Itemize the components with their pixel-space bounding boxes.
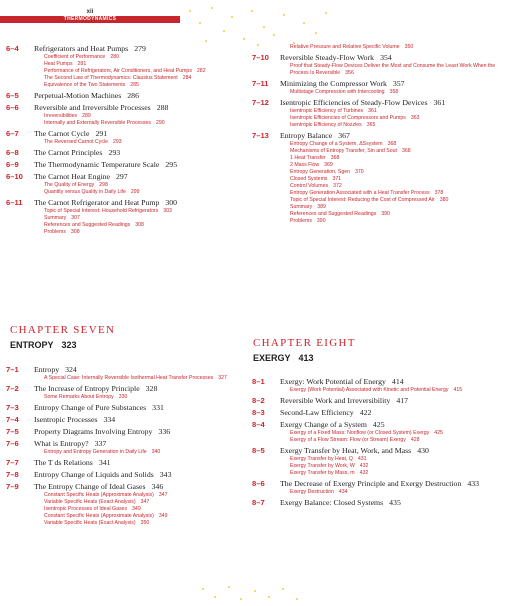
page-ref: 390 <box>381 211 390 217</box>
section-number: 6–7 <box>6 129 19 138</box>
subsection-title: References and Suggested Readings <box>44 222 131 228</box>
page-ref: 328 <box>145 384 158 393</box>
page-ref: 295 <box>165 160 178 169</box>
subsection-title: Isentropic Processes of Ideal Gases <box>44 506 128 512</box>
toc-right-bottom <box>252 377 506 508</box>
section-number: 7–13 <box>252 131 269 140</box>
section-title: Minimizing the Compressor Work <box>280 79 387 88</box>
subsection-title: Exergy of a Flow Stream: Flow (or Stream) Exergy <box>290 437 406 443</box>
page-ref: 435 <box>389 498 401 507</box>
subsection-title: Irreversibilities <box>44 113 78 119</box>
page-ref: 341 <box>98 458 111 467</box>
page-ref: 368 <box>330 155 340 161</box>
toc-section-entry <box>252 498 506 508</box>
subsection-title: The Second Law of Thermodynamics: Clausius Statement <box>44 75 178 81</box>
subsection-title: Entropy Change of a System, ΔSsystem <box>290 141 383 147</box>
toc-section-entry <box>252 420 506 430</box>
toc-subsection-entry <box>252 169 506 176</box>
subsection-title: Performance of Refrigerators, Air Conditioners, and Heat Pumps <box>44 68 192 74</box>
subsection-title: Isentropic Efficiency of Turbines <box>290 108 364 114</box>
page-ref: 414 <box>391 377 404 386</box>
section-number: 6–10 <box>6 172 23 181</box>
page-ref: 434 <box>338 489 348 495</box>
subsection-title: Mechanisms of Entropy Transfer, Sin and Sout <box>290 148 397 154</box>
page-ref: 350 <box>404 44 414 50</box>
section-number: 7–7 <box>6 458 19 467</box>
toc-subsection-entry <box>252 44 506 51</box>
section-number: 7–12 <box>252 98 269 107</box>
page-ref: 361 <box>433 98 446 107</box>
section-number: 8–4 <box>252 420 265 429</box>
page-ref: 389 <box>317 204 326 210</box>
page-ref: 298 <box>99 182 108 188</box>
page-ref: 425 <box>372 420 385 429</box>
subsection-title: Equivalence of the Two Statements <box>44 82 126 88</box>
page-ref: 361 <box>368 108 377 114</box>
page-ref: 425 <box>434 430 443 436</box>
section-number: 6–11 <box>6 198 23 207</box>
toc-section-entry <box>6 439 246 449</box>
section-title: THERMODYNAMICS <box>63 16 117 22</box>
section-number: 6–8 <box>6 148 19 157</box>
page-ref: 303 <box>163 208 172 214</box>
chapter-title: ENTROPY 323 <box>10 340 77 350</box>
page-ref: 293 <box>113 139 122 145</box>
toc-section-entry <box>252 53 506 63</box>
page-ref: 358 <box>389 89 399 95</box>
page-ref: 417 <box>396 396 409 405</box>
toc-section-entry <box>252 479 506 489</box>
section-title: Refrigerators and Heat Pumps <box>34 44 129 53</box>
section-title: Entropy Balance <box>280 131 333 140</box>
toc-subsection-entry <box>6 139 246 146</box>
page-ref: 324 <box>65 365 77 374</box>
page-ref: 289 <box>82 113 91 119</box>
section-title: The Entropy Change of Ideal Gases <box>34 482 146 491</box>
subsection-title: Coefficient of Performance <box>44 54 106 60</box>
page-ref: 415 <box>453 387 463 393</box>
toc-section-entry <box>6 384 246 394</box>
toc-section-entry <box>252 131 506 141</box>
toc-section-entry <box>6 148 246 158</box>
section-title: Reversible and Irreversible Processes <box>34 103 151 112</box>
page-ref: 432 <box>359 463 369 469</box>
section-number: 7–2 <box>6 384 19 393</box>
page-ref: 422 <box>359 408 372 417</box>
page-ref: 371 <box>332 176 342 182</box>
toc-subsection-entry <box>6 506 246 513</box>
page-ref: 433 <box>467 479 480 488</box>
section-number: 7–1 <box>6 365 19 374</box>
toc-subsection-entry <box>6 120 246 127</box>
page-ref: 390 <box>316 218 326 224</box>
toc-subsection-entry <box>252 197 506 204</box>
toc-subsection-entry <box>6 68 246 75</box>
subsection-title: Control Volumes <box>290 183 329 189</box>
toc-section-entry <box>252 98 506 108</box>
toc-section-entry <box>252 408 506 418</box>
section-title: Exergy Balance: Closed Systems <box>280 498 384 507</box>
page-ref: 297 <box>116 172 128 181</box>
toc-section-entry <box>6 103 246 113</box>
page-ref: 363 <box>410 115 420 121</box>
toc-subsection-entry <box>6 208 246 215</box>
toc-subsection-entry <box>6 499 246 506</box>
toc-section-entry <box>6 91 246 101</box>
toc-subsection-entry <box>6 54 246 61</box>
chapter-seven-heading <box>10 324 260 350</box>
section-number: 7–5 <box>6 427 19 436</box>
chapter-label: CHAPTER EIGHT <box>253 337 356 349</box>
subsection-title: Exergy Transfer by Heat, Q <box>290 456 353 462</box>
subsection-title: The Reversed Carnot Cycle <box>44 139 109 145</box>
page-ref: 334 <box>103 415 116 424</box>
page-ref: 290 <box>155 120 165 126</box>
subsection-title: Exergy Destruction <box>290 489 334 495</box>
subsection-title: Proof that Steady-Flow Devices Deliver the Most and Consume the Least Work When the Process Is Reversible <box>290 63 496 76</box>
page-ref: 349 <box>158 513 168 519</box>
section-title: Isentropic Efficiencies of Steady-Flow Devices <box>280 98 428 107</box>
toc-section-entry <box>6 198 246 208</box>
page-ref: 336 <box>158 427 171 436</box>
page-ref: 349 <box>132 506 141 512</box>
section-title: What is Entropy? <box>34 439 89 448</box>
toc-subsection-entry <box>252 463 506 470</box>
section-number: 8–5 <box>252 446 265 455</box>
page-ref: 372 <box>333 183 342 189</box>
toc-subsection-entry <box>6 520 246 527</box>
toc-subsection-entry <box>252 204 506 211</box>
page-ref: 280 <box>110 54 119 60</box>
toc-subsection-entry <box>6 189 246 196</box>
page-ref: 288 <box>156 103 169 112</box>
toc-right-top <box>252 44 506 225</box>
toc-left-bottom <box>6 365 246 527</box>
toc-subsection-entry <box>252 148 506 155</box>
section-number: 8–6 <box>252 479 265 488</box>
toc-section-entry <box>6 427 246 437</box>
page-ref: 431 <box>357 456 367 462</box>
section-number: 7–11 <box>252 79 269 88</box>
subsection-title: Isentropic Efficiency of Nozzles <box>290 122 362 128</box>
section-number: 8–2 <box>252 396 265 405</box>
section-title: Exergy: Work Potential of Energy <box>280 377 386 386</box>
toc-subsection-entry <box>252 122 506 129</box>
toc-subsection-entry <box>252 141 506 148</box>
section-number: 7–6 <box>6 439 19 448</box>
subsection-title: Isentropic Efficiencies of Compressors and Pumps <box>290 115 406 121</box>
page-ref: 343 <box>159 470 172 479</box>
subsection-title: Problems <box>44 229 66 235</box>
subsection-title: References and Suggested Readings <box>290 211 377 217</box>
section-number: 6–9 <box>6 160 19 169</box>
page-ref: 380 <box>439 197 449 203</box>
section-title: Exergy Transfer by Heat, Work, and Mass <box>280 446 412 455</box>
toc-subsection-entry <box>6 222 246 229</box>
subsection-title: Quantity versus Quality in Daily Life <box>44 189 126 195</box>
subsection-title: Exergy of a Fixed Mass: Nonflow (or Closed System) Exergy <box>290 430 430 436</box>
subsection-title: Internally and Externally Reversible Processes <box>44 120 151 126</box>
toc-subsection-entry <box>252 155 506 162</box>
subsection-title: Exergy Transfer by Work, W <box>290 463 355 469</box>
page-ref: 347 <box>140 499 150 505</box>
decorative-dots-bottom <box>200 584 310 604</box>
toc-subsection-entry <box>252 430 506 437</box>
page-ref: 432 <box>359 470 369 476</box>
section-title: Second-Law Efficiency <box>280 408 354 417</box>
page-ref: 340 <box>151 449 161 455</box>
page-ref: 330 <box>118 394 128 400</box>
section-title: The Decrease of Exergy Principle and Exergy Destruction <box>280 479 462 488</box>
section-title: The Carnot Cycle <box>34 129 90 138</box>
toc-subsection-entry <box>252 89 506 96</box>
subsection-title: Relative Pressure and Relative Specific Volume <box>290 44 400 50</box>
toc-section-entry <box>6 470 246 480</box>
section-number: 7–10 <box>252 53 269 62</box>
section-title: Property Diagrams Involving Entropy <box>34 427 153 436</box>
subsection-title: Summary <box>44 215 67 221</box>
subsection-title: 2 Mass Flow <box>290 162 320 168</box>
page-ref: 308 <box>135 222 144 228</box>
chapter-label: CHAPTER SEVEN <box>10 324 116 336</box>
page-ref: 356 <box>345 70 354 76</box>
subsection-title: Variable Specific Heats (Exact Analysis) <box>44 520 136 526</box>
toc-left-top <box>6 44 246 236</box>
page-ref: 350 <box>140 520 150 526</box>
toc-subsection-entry <box>6 375 246 382</box>
toc-subsection-entry <box>252 387 506 394</box>
page-ref: 285 <box>130 82 139 88</box>
section-number: 7–9 <box>6 482 19 491</box>
subsection-title: Some Remarks About Entropy <box>44 394 114 400</box>
page-ref: 357 <box>392 79 405 88</box>
section-number: 7–3 <box>6 403 19 412</box>
subsection-title: Entropy Generation, Sgen <box>290 169 350 175</box>
section-title: Perpetual-Motion Machines <box>34 91 122 100</box>
toc-subsection-entry <box>6 215 246 222</box>
page-ref: 368 <box>387 141 397 147</box>
subsection-title: The Quality of Energy <box>44 182 95 188</box>
page-ref: 430 <box>417 446 429 455</box>
subsection-title: Exergy Transfer by Mass, m <box>290 470 355 476</box>
subsection-title: Constant Specific Heats (Approximate Analysis) <box>44 492 154 498</box>
toc-section-entry <box>6 415 246 425</box>
page-ref: 286 <box>127 91 139 100</box>
toc-subsection-entry <box>6 82 246 89</box>
chapter-title: EXERGY 413 <box>253 353 314 363</box>
section-title: The T ds Relations <box>34 458 93 467</box>
section-title: Isentropic Processes <box>34 415 98 424</box>
section-title: The Carnot Heat Engine <box>34 172 110 181</box>
header-band <box>0 16 180 23</box>
toc-subsection-entry <box>252 218 506 225</box>
decorative-dots-top <box>185 4 335 48</box>
toc-subsection-entry <box>252 162 506 169</box>
toc-subsection-entry <box>252 211 506 218</box>
section-number: 6–5 <box>6 91 19 100</box>
toc-section-entry <box>6 44 246 54</box>
page-ref: 369 <box>324 162 333 168</box>
subsection-title: Topic of Special Interest: Reducing the Cost of Compressed Air <box>290 197 435 203</box>
section-number: 6–6 <box>6 103 19 112</box>
page-ref: 282 <box>196 68 206 74</box>
subsection-title: Topic of Special Interest: Household Refrigerators <box>44 208 159 214</box>
toc-section-entry <box>252 446 506 456</box>
toc-subsection-entry <box>6 492 246 499</box>
section-number: 7–8 <box>6 470 19 479</box>
toc-subsection-entry <box>6 182 246 189</box>
section-title: Exergy Change of a System <box>280 420 367 429</box>
page-ref: 300 <box>165 198 178 207</box>
subsection-title: Heat Pumps <box>44 61 73 67</box>
section-title: Reversible Work and Irreversibility <box>280 396 391 405</box>
toc-subsection-entry <box>252 489 506 496</box>
page-ref: 299 <box>130 189 140 195</box>
page-ref: 370 <box>354 169 364 175</box>
subsection-title: Problems <box>290 218 312 224</box>
toc-subsection-entry <box>6 449 246 456</box>
toc-section-entry <box>6 160 246 170</box>
page-ref: 293 <box>108 148 121 157</box>
page-ref: 367 <box>338 131 350 140</box>
page-ref: 281 <box>77 61 87 67</box>
section-number: 8–7 <box>252 498 265 507</box>
toc-subsection-entry <box>252 456 506 463</box>
subsection-title: 1 Heat Transfer <box>290 155 326 161</box>
toc-subsection-entry <box>6 394 246 401</box>
toc-section-entry <box>252 377 506 387</box>
toc-subsection-entry <box>252 108 506 115</box>
toc-subsection-entry <box>252 437 506 444</box>
page-ref: 308 <box>70 229 80 235</box>
toc-subsection-entry <box>6 229 246 236</box>
toc-section-entry <box>6 365 246 375</box>
section-number: 8–1 <box>252 377 265 386</box>
toc-subsection-entry <box>6 75 246 82</box>
subsection-title: Entropy Generation Associated with a Heat Transfer Process <box>290 190 430 196</box>
subsection-title: Summary <box>290 204 313 210</box>
section-title: Entropy Change of Pure Substances <box>34 403 147 412</box>
page-ref: 346 <box>151 482 164 491</box>
toc-subsection-entry <box>252 183 506 190</box>
section-title: The Carnot Principles <box>34 148 103 157</box>
toc-section-entry <box>252 79 506 89</box>
toc-subsection-entry <box>252 115 506 122</box>
page-ref: 365 <box>366 122 376 128</box>
page-ref: 291 <box>95 129 108 138</box>
toc-section-entry <box>6 172 246 182</box>
section-number: 6–4 <box>6 44 19 53</box>
subsection-title: Multistage Compression with Intercooling <box>290 89 385 95</box>
toc-subsection-entry <box>6 513 246 520</box>
section-title: Entropy Change of Liquids and Solids <box>34 470 154 479</box>
toc-subsection-entry <box>252 190 506 197</box>
section-number: 7–4 <box>6 415 19 424</box>
toc-section-entry <box>6 129 246 139</box>
subsection-title: Variable Specific Heats (Exact Analysis) <box>44 499 136 505</box>
subsection-title: Exergy (Work Potential) Associated with Kinetic and Potential Energy <box>290 387 449 393</box>
section-title: Reversible Steady-Flow Work <box>280 53 375 62</box>
page-number: xii <box>86 9 94 15</box>
section-title: The Increase of Entropy Principle <box>34 384 140 393</box>
subsection-title: Constant Specific Heats (Approximate Analysis) <box>44 513 154 519</box>
toc-subsection-entry <box>252 63 506 77</box>
page-ref: 368 <box>401 148 411 154</box>
subsection-title: A Special Case: Internally Reversible Isothermal Heat Transfer Processes <box>44 375 214 381</box>
toc-subsection-entry <box>252 470 506 477</box>
section-number: 8–3 <box>252 408 265 417</box>
toc-section-entry <box>6 403 246 413</box>
page-ref: 378 <box>434 190 444 196</box>
subsection-title: Closed Systems <box>290 176 328 182</box>
section-title: The Thermodynamic Temperature Scale <box>34 160 160 169</box>
page-ref: 279 <box>134 44 146 53</box>
section-title: Entropy <box>34 365 60 374</box>
subsection-title: Entropy and Entropy Generation in Daily Life <box>44 449 147 455</box>
toc-subsection-entry <box>6 61 246 68</box>
page-ref: 331 <box>152 403 164 412</box>
page-ref: 347 <box>158 492 168 498</box>
chapter-eight-heading <box>253 337 503 363</box>
page-ref: 428 <box>410 437 420 443</box>
page-ref: 284 <box>182 75 192 81</box>
toc-section-entry <box>252 396 506 406</box>
section-title: The Carnot Refrigerator and Heat Pump <box>34 198 160 207</box>
toc-section-entry <box>6 482 246 492</box>
toc-subsection-entry <box>252 176 506 183</box>
page-ref: 307 <box>71 215 80 221</box>
page-ref: 354 <box>380 53 392 62</box>
toc-section-entry <box>6 458 246 468</box>
toc-subsection-entry <box>6 113 246 120</box>
page-ref: 327 <box>218 375 227 381</box>
page-ref: 337 <box>94 439 107 448</box>
